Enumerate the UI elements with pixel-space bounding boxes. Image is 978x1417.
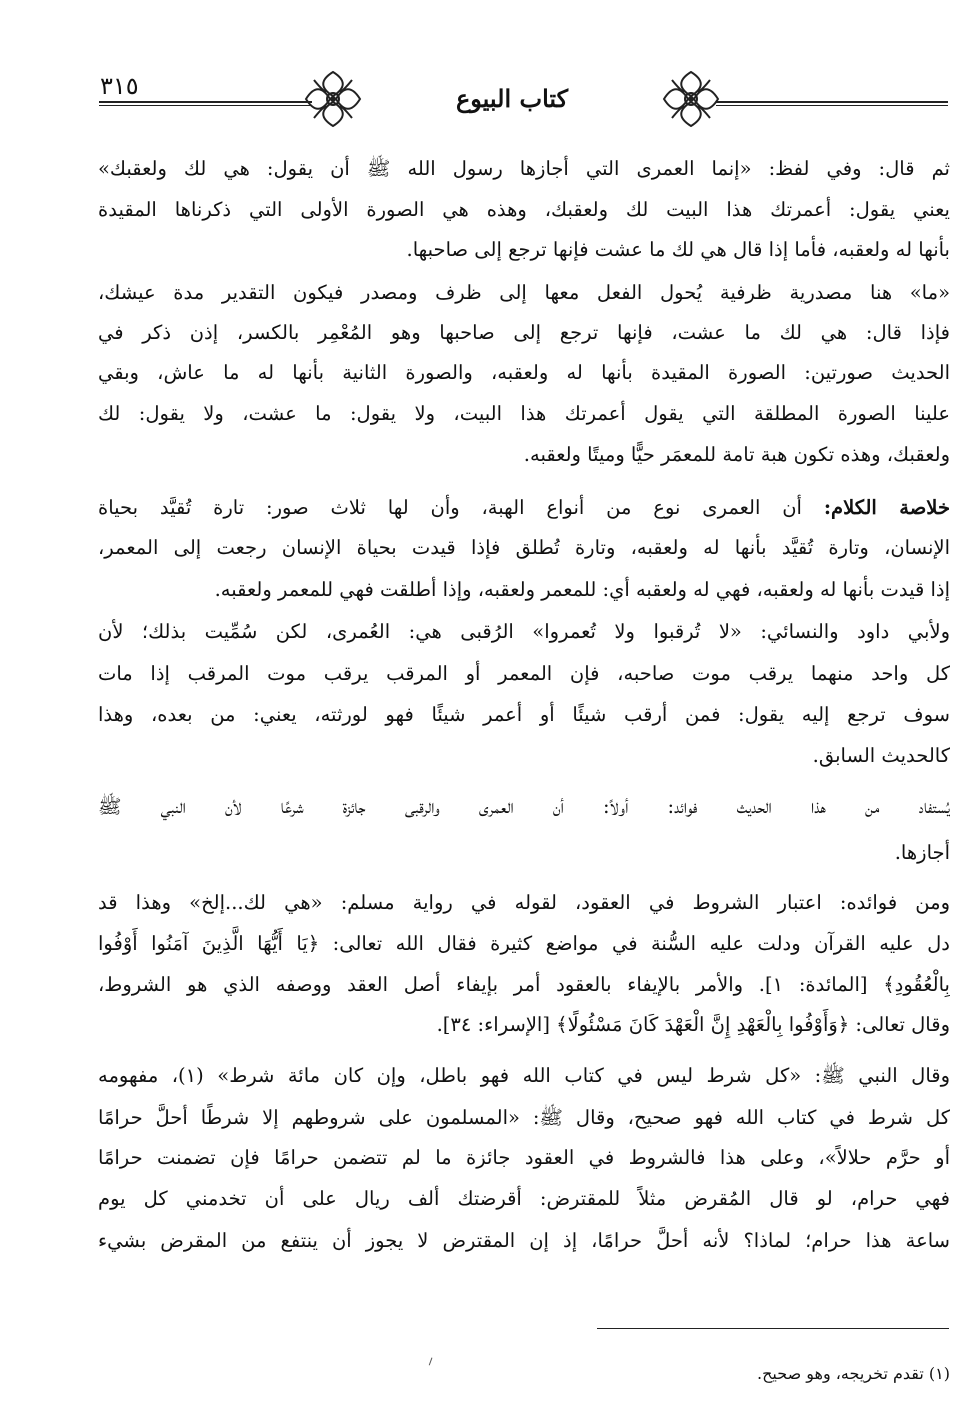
text-line: بأنها له ولعقبه، فأما إذا قال هي لك ما عشت فإنها ترجع إلى صاحبها. — [406, 238, 950, 261]
text-line: كل واحد منهما يرقب موت صاحبه، فإن المعمر أو المرقب يرقب موت المرقب إذا مات — [98, 662, 950, 685]
ornament-right-icon — [660, 68, 722, 130]
text-line: يُستفاد من هذا الحديث فوائد: أولاً: أن العمرى والرقبى جائزة شرعًا لأن النبي ﷺ — [98, 795, 950, 818]
text-line: كل شرط في كتاب الله فهو صحيح، وقال ﷺ: «المسلمون على شروطهم إلا شرطًا أحلَّ حرامًا — [98, 1106, 950, 1129]
text-line: وقال النبي ﷺ: «كل شرط ليس في كتاب الله فهو باطل، وإن كان مائة شرط» (١)، مفهومه — [98, 1064, 950, 1087]
running-title: كتاب البيوع — [455, 84, 569, 113]
page-number: ٣١٥ — [100, 72, 139, 100]
text-line: فهي حرام، لو قال المُقرض مثلاً للمقترض: أقرضتك ألف ريال على أن تخدمني كل يوم — [98, 1187, 950, 1210]
header-rule-right — [716, 101, 948, 103]
ornament-left-icon — [302, 68, 364, 130]
text-line: إذا قيدت بأنها له ولعقبه، فهي له ولعقبه أي: للمعمر ولعقبه، وإذا أطلقت فهي للمعمر ولعقبه. — [214, 578, 950, 601]
text-line: ثم قال: وفي لفظ: «إنما العمرى التي أجازها رسول الله ﷺ أن يقول: هي لك ولعقبك» — [98, 157, 950, 180]
text-line: علينا الصورة المطلقة التي يقول أعمرتك هذا البيت، ولا يقول: ما عشت، ولا يقول: لك — [98, 402, 950, 425]
text-line: ولعقبك، وهذه تكون هبة تامة للمعمَر حيًّا وميتًا ولعقبه. — [523, 443, 950, 466]
text-line: «ما» هنا مصدرية ظرفية يُحول الفعل معها إلى ظرف ومصدر فيكون التقدير مدة عيشك، — [98, 281, 950, 304]
scan-mark — [429, 1358, 435, 1367]
text-line: بِالْعُقُودِ﴾ [المائدة: ١]. والأمر بالإيفاء بالعقود أمر بإيفاء أصل العقد ووصفه الذي هو الشروط، — [98, 973, 950, 996]
text-line: يعني يقول: أعمرتك هذا البيت لك ولعقبك، وهذه هي الصورة الأولى التي ذكرناها المقيدة — [98, 198, 950, 221]
header-rule-left — [99, 101, 312, 103]
text-line: فإذا قال: هي لك ما عشت، فإنها ترجع إلى صاحبها وهو المُعْمِر بالكسر، إذن ذكر في — [98, 321, 950, 344]
bold-heading: خلاصة الكلام: — [823, 496, 950, 519]
text-line: أو حرَّم حلالاً»، وعلى هذا فالشروط في العقود جائزة ما لم تتضمن حرامًا فإن تضمنت حرامًا — [98, 1146, 950, 1169]
text-line: الإنسان، وتارة تُقيَّد بأنها له ولعقبه، وتارة تُطلق فإذا قيدت بحياة الإنسان رجعت إلى المعمر، — [98, 536, 950, 559]
text-line: أجازها. — [894, 841, 950, 864]
text-line: خلاصة الكلام: أن العمرى نوع من أنواع الهبة، وأن لها ثلاث صور: تارة تُقيَّد بحياة — [98, 496, 950, 519]
text-line: دل عليه القرآن ودلت عليه السُّنة في مواضع كثيرة فقال الله تعالى: ﴿يَا أَيُّهَا الَّذِينَ آمَنُوا أَوْفُوا — [98, 932, 950, 955]
text-line: ساعة هذا حرام؛ لماذا؟ لأنه أحلَّ حرامًا، إذ إن المقترض لا يجوز أن ينتفع من المقرض بشيء — [98, 1229, 950, 1252]
footnote: (١) تقدم تخريجه، وهو صحيح. — [757, 1364, 950, 1383]
footnote-separator — [597, 1328, 949, 1329]
header-rule-right-thin — [716, 105, 948, 106]
text-line: وقال تعالى: ﴿وَأَوْفُوا بِالْعَهْدِ إِنَّ الْعَهْدَ كَانَ مَسْئُولًا﴾ [الإسراء: ٣٤]. — [436, 1013, 950, 1036]
text-line: ولأبي داود والنسائي: «لا تُرقبوا ولا تُعمروا» الرُقبى هي: العُمرى، لكن سُمِّيت بذلك؛ لأن — [98, 620, 950, 643]
header-rule-left-thin — [99, 105, 312, 106]
text-line: سوف ترجع إليه يقول: فمن أرقب شيئًا أو أعمر شيئًا فهو لورثته، يعني: من بعده، وهذا — [98, 703, 950, 726]
text-line: كالحديث السابق. — [812, 744, 950, 767]
text-line: الحديث صورتين: الصورة المقيدة بأنها له ولعقبه، والصورة الثانية بأنها له ما عاش، وبقي — [98, 361, 950, 384]
text-line: ومن فوائده: اعتبار الشروط في العقود، لقوله في رواية مسلم: «هي لك...إلخ» وهذا قد — [98, 891, 950, 914]
